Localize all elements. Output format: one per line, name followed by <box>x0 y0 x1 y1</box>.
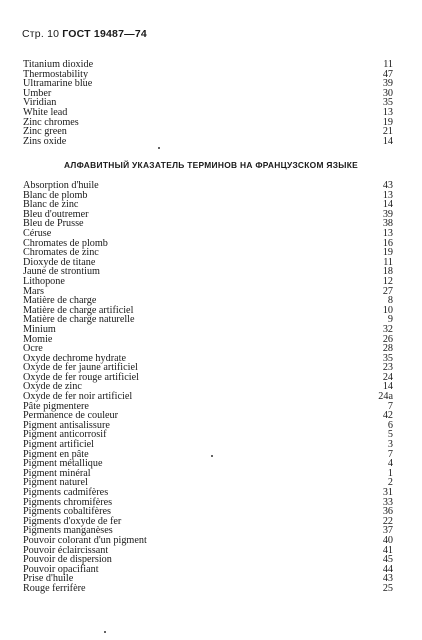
term-label: Minium <box>23 323 56 335</box>
term-label: Pigment minéral <box>23 467 91 479</box>
term-number: 14 <box>382 381 393 393</box>
term-label: Bleu d'outremer <box>23 208 89 220</box>
index-entry <box>23 118 393 128</box>
term-label: Dioxyde de titane <box>23 256 96 268</box>
index-entry <box>23 89 393 99</box>
term-label: Pigments manganèses <box>23 525 113 537</box>
term-number: 41 <box>382 544 393 556</box>
term-number: 24 <box>382 371 393 383</box>
term-number: 31 <box>382 487 393 498</box>
term-number: 32 <box>382 323 393 335</box>
term-label: Umber <box>23 87 52 99</box>
term-label: Thermostability <box>23 68 89 80</box>
term-label: Oxyde de zinc <box>23 381 82 393</box>
index-entry <box>23 565 393 575</box>
index-entry <box>23 137 393 147</box>
term-number: 43 <box>382 573 393 585</box>
term-label: Lithopone <box>23 275 65 287</box>
term-label: Oxyde de fer jaune artificiel <box>23 362 138 374</box>
term-number: 45 <box>382 554 393 566</box>
term-label: Viridian <box>23 97 57 109</box>
term-label: Titanium dioxide <box>23 59 94 70</box>
term-label: Momie <box>23 333 53 345</box>
print-speck <box>104 631 106 633</box>
index-entry <box>23 315 393 325</box>
term-label: Zinc chromes <box>23 116 79 128</box>
term-number: 30 <box>382 87 393 99</box>
term-label: Blanc de plomb <box>23 189 88 201</box>
term-label: Pigment antisalissure <box>23 419 110 431</box>
page-number: Стр. 10 <box>22 28 60 40</box>
term-label: Pigment artificiel <box>23 439 95 451</box>
index-entry <box>23 79 393 89</box>
term-label: Matière de charge naturelle <box>23 314 135 326</box>
index-entry <box>23 335 393 345</box>
term-number: 8 <box>387 295 393 307</box>
index-entry <box>23 267 393 277</box>
term-label: Pouvoir de dispersion <box>23 554 112 566</box>
page-header <box>22 28 147 40</box>
term-label: Pouvoir opacifiant <box>23 563 99 575</box>
index-entry <box>23 325 393 335</box>
term-label: Absorption d'huile <box>23 180 99 191</box>
term-label: Matière de charge artificiel <box>23 304 134 316</box>
term-number: 19 <box>382 116 393 128</box>
term-number: 28 <box>382 343 393 355</box>
term-number: 35 <box>382 352 393 364</box>
index-entry <box>23 219 393 229</box>
term-number: 23 <box>382 362 393 374</box>
term-number: 21 <box>382 126 393 138</box>
index-entry <box>23 584 393 594</box>
term-number: 19 <box>382 247 393 259</box>
term-label: Pâte pigmentere <box>23 400 89 412</box>
term-number: 7 <box>387 448 393 460</box>
term-label: Chromates de zinc <box>23 247 99 259</box>
term-label: Pouvoir éclaircissant <box>23 544 109 556</box>
term-number: 39 <box>382 208 393 220</box>
term-number: 16 <box>382 237 393 249</box>
term-label: Pigment en pâte <box>23 448 89 460</box>
term-label: Matière de charge <box>23 295 97 307</box>
term-number: 42 <box>382 410 393 422</box>
print-speck <box>158 147 160 149</box>
term-number: 24a <box>378 391 393 403</box>
term-number: 38 <box>382 218 393 230</box>
print-speck <box>211 455 213 457</box>
term-label: Blanc de zinc <box>23 199 79 211</box>
term-number: 44 <box>382 563 393 575</box>
term-number: 14 <box>382 199 393 211</box>
term-label: Pigment naturel <box>23 477 88 489</box>
term-number: 26 <box>382 333 393 345</box>
document-code: ГОСТ 19487—74 <box>62 28 147 40</box>
english-term-list <box>23 60 393 146</box>
term-label: Zins oxide <box>23 135 67 147</box>
term-label: Oxyde de fer noir artificiel <box>23 391 133 403</box>
term-label: Bleu de Prusse <box>23 218 84 230</box>
term-number: 27 <box>382 285 393 297</box>
term-number: 40 <box>382 534 393 546</box>
index-entry <box>23 277 393 287</box>
term-label: Pigments cobaltifères <box>23 506 111 518</box>
french-term-list <box>23 181 393 594</box>
term-number: 35 <box>382 97 393 109</box>
term-label: Rouge ferrifère <box>23 582 86 594</box>
term-label: Chromates de plomb <box>23 237 108 249</box>
term-label: Pouvoir colorant d'un pigment <box>23 534 147 546</box>
term-number: 11 <box>383 59 393 70</box>
term-number: 22 <box>382 515 393 527</box>
term-number: 5 <box>387 429 393 441</box>
term-number: 10 <box>382 304 393 316</box>
term-number: 13 <box>382 106 393 118</box>
term-label: Zinc green <box>23 126 67 138</box>
section-title: АЛФАВИТНЫЙ УКАЗАТЕЛЬ ТЕРМИНОВ НА ФРАНЦУЗСКОМ ЯЗЫКЕ <box>63 160 359 170</box>
term-label: Pigments cadmifères <box>23 487 109 498</box>
term-number: 47 <box>382 68 393 80</box>
term-number: 13 <box>382 227 393 239</box>
term-label: Permanence de couleur <box>23 410 119 422</box>
term-number: 37 <box>382 525 393 537</box>
term-label: Oxyde de fer rouge artificiel <box>23 371 139 383</box>
term-number: 18 <box>382 266 393 278</box>
term-label: Jaune de strontium <box>23 266 100 278</box>
term-number: 7 <box>387 400 393 412</box>
term-number: 6 <box>387 419 393 431</box>
term-number: 2 <box>387 477 393 489</box>
term-label: White lead <box>23 106 68 118</box>
term-number: 13 <box>382 189 393 201</box>
term-label: Ultramarine blue <box>23 78 93 90</box>
term-number: 11 <box>383 256 393 268</box>
index-entry <box>23 98 393 108</box>
term-label: Pigment anticorrosif <box>23 429 107 441</box>
term-number: 1 <box>387 467 393 479</box>
term-label: Pigments chromifères <box>23 496 113 508</box>
term-label: Prise d'huile <box>23 573 74 585</box>
term-label: Mars <box>23 285 44 297</box>
term-label: Céruse <box>23 227 52 239</box>
term-label: Oxyde dechrome hydrate <box>23 352 126 364</box>
term-number: 43 <box>382 180 393 191</box>
index-entry <box>23 127 393 137</box>
term-number: 14 <box>382 135 393 147</box>
term-number: 36 <box>382 506 393 518</box>
index-entry <box>23 191 393 201</box>
term-number: 25 <box>382 582 393 594</box>
term-label: Pigments d'oxyde de fer <box>23 515 122 527</box>
term-number: 3 <box>387 439 393 451</box>
term-label: Pigment métallique <box>23 458 103 470</box>
term-number: 4 <box>387 458 393 470</box>
term-number: 9 <box>387 314 393 326</box>
term-number: 12 <box>382 275 393 287</box>
term-number: 39 <box>382 78 393 90</box>
term-number: 33 <box>382 496 393 508</box>
term-label: Ocre <box>23 343 43 355</box>
